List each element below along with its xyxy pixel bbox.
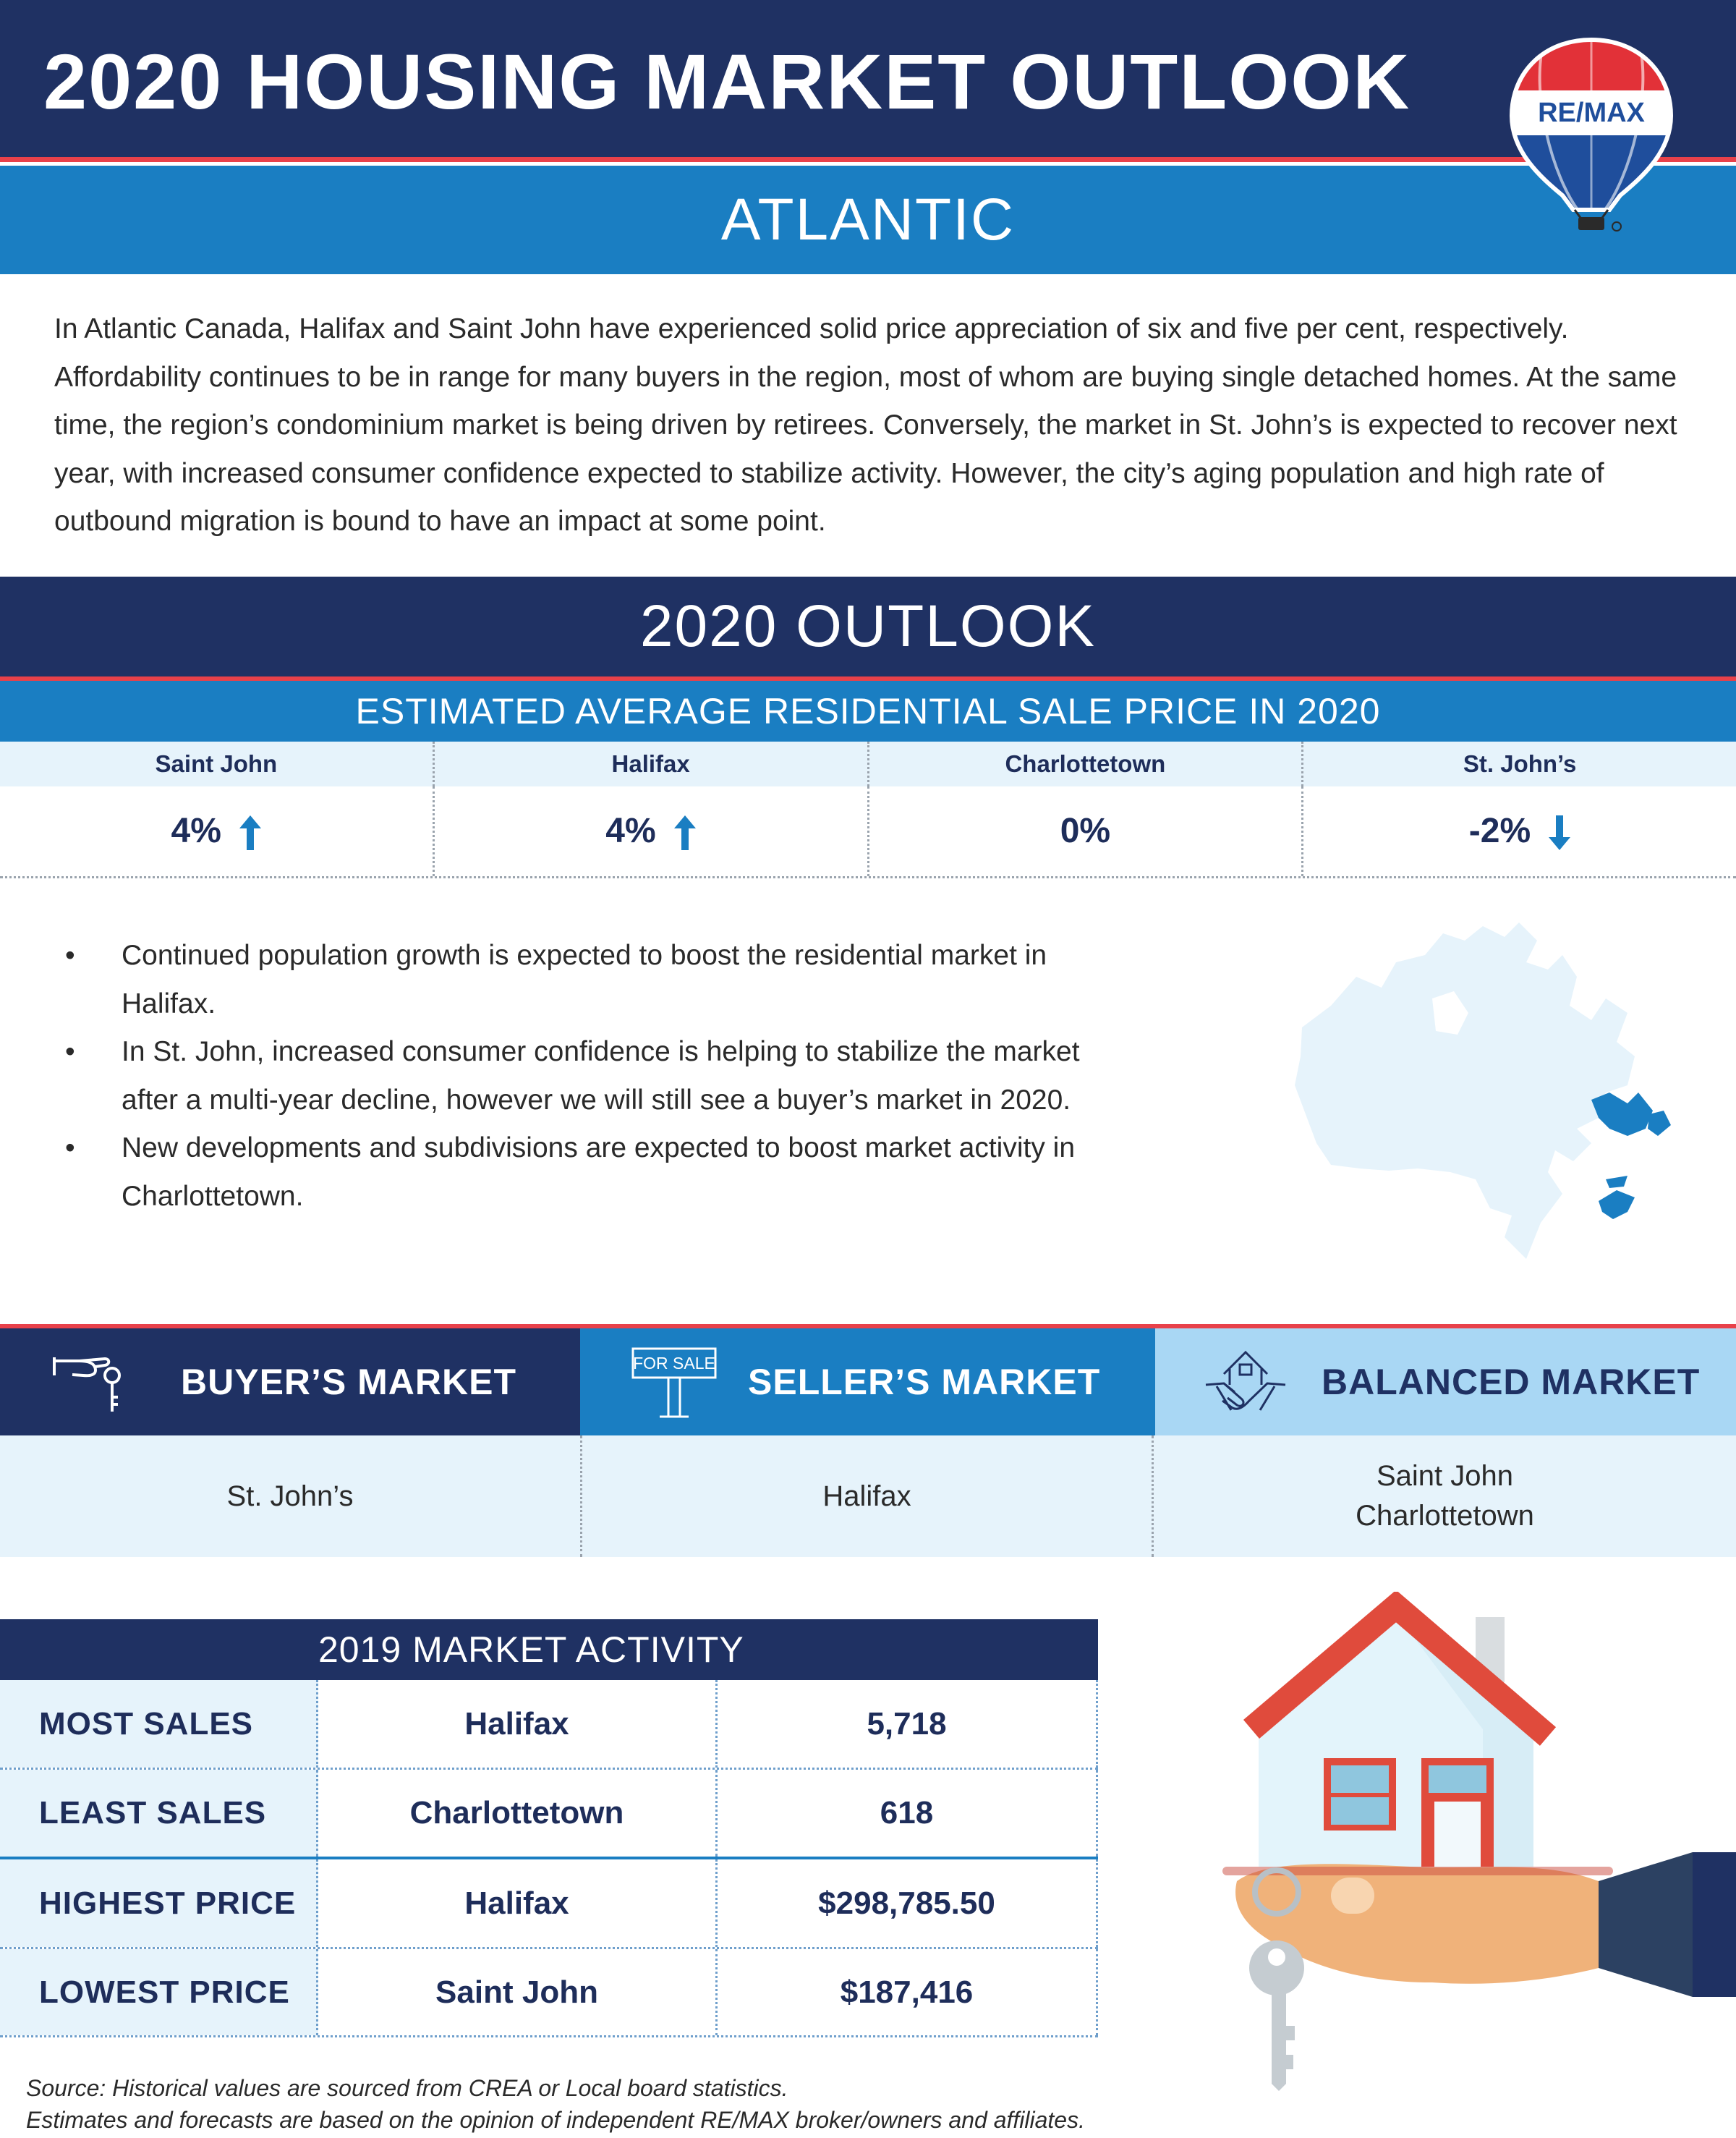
source-note: [26, 2072, 1690, 2136]
for-sale-sign-icon: [631, 1344, 718, 1424]
forecast-value: -2%: [1468, 812, 1531, 850]
market-cities-row: [0, 1435, 1736, 1557]
remax-balloon-logo: [1501, 33, 1682, 242]
outlook-bullets: [65, 932, 1136, 1221]
forecast-city-name: Charlottetown: [869, 742, 1304, 786]
row-city: Charlottetown: [318, 1770, 718, 1857]
for-sale-text: FOR SALE: [633, 1354, 715, 1373]
arrow-up-icon: [674, 815, 696, 850]
canada-map-icon: [1288, 919, 1714, 1266]
forecast-value-cell: [1303, 786, 1736, 876]
row-value: $187,416: [718, 1949, 1098, 2035]
row-label: HIGHEST PRICE: [0, 1859, 318, 1947]
forecast-city-row: [0, 742, 1736, 786]
buyers-market-header: [0, 1328, 580, 1435]
row-city: Halifax: [318, 1859, 718, 1947]
row-city: Halifax: [318, 1680, 718, 1768]
sellers-market-cities: [582, 1435, 1154, 1557]
balanced-market-header: [1155, 1328, 1736, 1435]
forecast-value-row: [0, 786, 1736, 878]
forecast-value: 4%: [171, 812, 221, 850]
buyers-market-label: BUYER’S MARKET: [181, 1362, 517, 1402]
forecast-city-name: Saint John: [0, 742, 435, 786]
forecast-value-cell: [435, 786, 869, 876]
sellers-market-label: SELLER’S MARKET: [748, 1362, 1101, 1402]
bullet-item: • Continued population growth is expected to boost the residential market in Halifax.: [65, 932, 1136, 1028]
market-city: Halifax: [822, 1480, 911, 1512]
header-red-stripe: [0, 157, 1736, 162]
arrow-down-icon: [1549, 815, 1570, 850]
estimate-title: ESTIMATED AVERAGE RESIDENTIAL SALE PRICE IN 2020: [355, 691, 1381, 731]
sellers-market-header: [580, 1328, 1155, 1435]
forecast-value: 4%: [605, 812, 656, 850]
bullet-item: • New developments and subdivisions are expected to boost market activity in Charlottetown.: [65, 1124, 1136, 1221]
activity-title: 2019 MARKET ACTIVITY: [318, 1629, 744, 1670]
market-city: St. John’s: [226, 1480, 354, 1512]
house-in-hand-illustration: [1194, 1592, 1736, 2098]
market-city: Saint John: [1376, 1460, 1514, 1492]
row-label: LEAST SALES: [0, 1770, 318, 1857]
activity-table: [0, 1680, 1098, 2037]
table-row: [0, 1949, 1098, 2037]
forecast-value-cell: [869, 786, 1304, 876]
balanced-market-label: BALANCED MARKET: [1322, 1362, 1701, 1402]
balanced-market-cities: [1154, 1435, 1736, 1557]
bullet-item: • In St. John, increased consumer confidence is helping to stabilize the market after a multi-year decline, however we will still see a buyer’s market in 2020.: [65, 1028, 1136, 1124]
table-row: [0, 1770, 1098, 1859]
buyers-market-cities: [0, 1435, 582, 1557]
row-label: MOST SALES: [0, 1680, 318, 1768]
market-city: Charlottetown: [1356, 1500, 1534, 1532]
row-value: 5,718: [718, 1680, 1098, 1768]
row-label: LOWEST PRICE: [0, 1949, 318, 2035]
region-title: ATLANTIC: [720, 187, 1016, 253]
outlook-title: 2020 OUTLOOK: [639, 593, 1097, 659]
forecast-city-name: St. John’s: [1463, 750, 1577, 777]
table-row: [0, 1680, 1098, 1770]
row-city: Saint John: [318, 1949, 718, 2035]
source-line: Source: Historical values are sourced from CREA or Local board statistics.: [26, 2075, 788, 2101]
handshake-house-icon: [1202, 1341, 1289, 1422]
arrow-up-icon: [239, 815, 261, 850]
row-value: 618: [718, 1770, 1098, 1857]
page-title: 2020 HOUSING MARKET OUTLOOK: [43, 38, 1411, 125]
intro-paragraph: In Atlantic Canada, Halifax and Saint John have experienced solid price appreciation of six and five per cent, respectively. Affordability continues to be in range for many buyers in the region, most of whom are buying single detached homes. At the same time, the region’s condominium market is being driven by retirees. Conversely, the market in St. John’s is expected to recover next year, with increased consumer confidence expected to stabilize activity. However, the city’s aging population and high rate of outbound migration is bound to have an impact at some point.: [54, 313, 1677, 537]
forecast-value: 0%: [1060, 812, 1111, 850]
table-row: [0, 1859, 1098, 1949]
source-line: Estimates and forecasts are based on the opinion of independent RE/MAX broker/owners and affiliates.: [26, 2107, 1085, 2133]
logo-text: RE/MAX: [1538, 98, 1645, 128]
forecast-value-cell: [0, 786, 435, 876]
row-value: $298,785.50: [718, 1859, 1098, 1947]
forecast-city-name: Halifax: [435, 742, 869, 786]
hand-key-icon: [51, 1343, 127, 1419]
